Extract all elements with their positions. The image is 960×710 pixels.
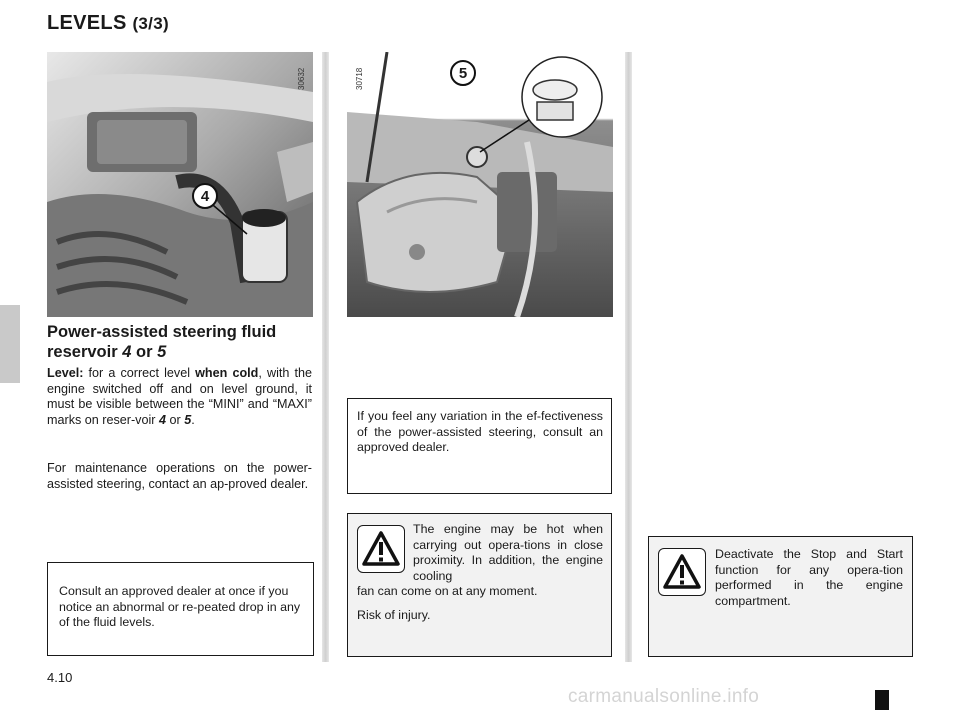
page-number: 4.10: [47, 670, 73, 685]
variation-note-text: If you feel any variation in the ef-fectiveness of the power-assisted steering, consult an approved dealer.: [357, 409, 603, 454]
figure-ref-code: 30632: [297, 67, 306, 90]
variation-note-box: [347, 398, 612, 494]
warning-triangle-icon: [658, 548, 706, 596]
figure-ref-code: 30718: [355, 67, 364, 90]
column-divider: [322, 52, 329, 662]
maintenance-paragraph: For maintenance operations on the power-assisted steering, contact an ap-proved dealer.: [47, 461, 312, 491]
risk-text: Risk of injury.: [357, 607, 431, 622]
page-title: LEVELS (3/3): [47, 12, 169, 34]
dealer-note-box: [47, 562, 314, 656]
hot-engine-warning-box: [347, 513, 612, 657]
dealer-note-text: Consult an approved dealer at once if you notice an abnormal or re-peated drop in any of the fluid levels.: [59, 584, 301, 629]
watermark: carmanualsonline.info: [568, 686, 760, 707]
section-tab: [0, 305, 20, 383]
engine-photo-left: [47, 52, 313, 317]
corner-marker: [875, 690, 889, 710]
hot-engine-warning-text: The engine may be hot when carrying out opera-tions in close proximity. In addition, the engine cooling fan can come on at any moment. Risk of injury.: [357, 522, 603, 622]
engine-photo-right: [347, 52, 613, 317]
page-title-suffix: (3/3): [132, 14, 169, 33]
callout-marker: 4: [192, 183, 218, 209]
column-divider: [625, 52, 632, 662]
callout-marker: 5: [450, 60, 476, 86]
stop-start-warning-box: [648, 536, 913, 657]
section-heading: Power-assisted steering fluid reservoir 4 or 5: [47, 323, 277, 361]
stop-start-warning-text: Deactivate the Stop and Start function for any opera-tion performed in the engine compartment.: [715, 547, 903, 608]
level-paragraph: Level: for a correct level when cold, with the engine switched off and on level ground, it must be visible between the “MINI” and “MAXI” marks on reser-voir 4 or 5.: [47, 366, 312, 427]
